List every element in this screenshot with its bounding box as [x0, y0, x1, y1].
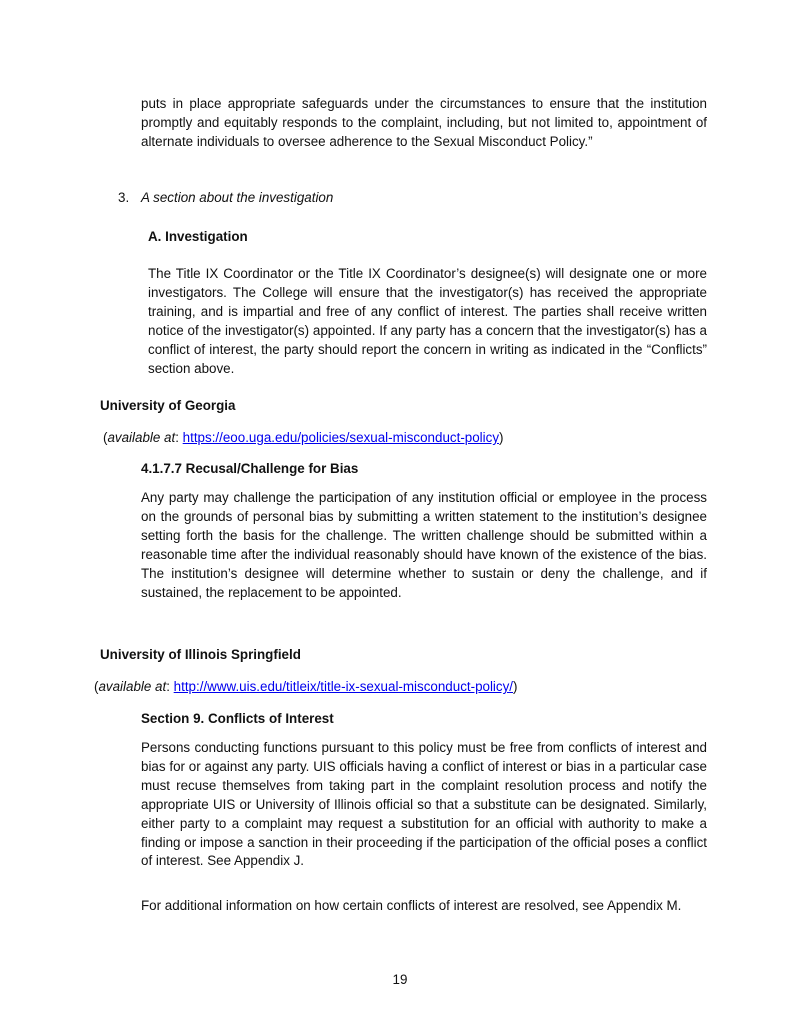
uga-heading: University of Georgia: [100, 398, 236, 413]
paren-open: (: [103, 430, 108, 445]
available-label: available at: [107, 430, 176, 445]
list-number: 3.: [118, 190, 130, 205]
list-item-text: A section about the investigation: [141, 190, 334, 205]
intro-paragraph: puts in place appropriate safeguards under the circumstances to ensure that the institution promptly and equitably responds to the complaint, including, but not limited to, appointment of alternate individuals to oversee adherence to the Sexual Misconduct Policy.”: [141, 96, 707, 149]
paren-open: (: [94, 679, 99, 694]
paren-close: ): [499, 430, 504, 445]
uis-policy-link[interactable]: http://www.uis.edu/titleix/title-ix-sexual-misconduct-policy/: [173, 679, 514, 694]
uga-section-body: Any party may challenge the participation of any institution official or employee in the process on the grounds of personal bias by submitting a written statement to the institution’s designee setting forth the basis for the challenge. The written challenge should be submitted within a reasonable time after the individual reasonably should have known of the existence of the bias. The institution’s designee will determine whether to sustain or deny the challenge, and if sustained, the replacement to be appointed.: [141, 490, 707, 600]
uis-heading: University of Illinois Springfield: [100, 647, 301, 662]
uis-additional-info: For additional information on how certain conflicts of interest are resolved, see Appendix M.: [141, 898, 682, 913]
uis-section-heading: Section 9. Conflicts of Interest: [141, 711, 334, 726]
paren-close: ): [513, 679, 518, 694]
uis-section-body: Persons conducting functions pursuant to this policy must be free from conflicts of interest and bias for or against any party. UIS officials having a conflict of interest or bias in a particular case must recuse themselves from taking part in the complaint resolution process and notify the appropriate UIS or University of Illinois official so that a substitute can be designated. Similarly, either party to a complaint may request a substitution for an official with authority to make a finding or impose a sanction in their proceeding if the participation of the official poses a conflict of interest. See Appendix J.: [141, 740, 707, 869]
investigation-body: The Title IX Coordinator or the Title IX Coordinator’s designee(s) will designate one or more investigators. The College will ensure that the investigator(s) has received the appropriate training, and is impartial and free of any conflict of interest. The parties shall receive written notice of the investigator(s) appointed. If any party has a concern that the investigator(s) has a conflict of interest, the party should report the concern in writing as indicated in the “Conflicts” section above.: [148, 266, 707, 376]
uga-available-at: [103, 430, 503, 445]
uga-section-heading: 4.1.7.7 Recusal/Challenge for Bias: [141, 461, 359, 476]
list-item-3: [118, 190, 333, 205]
colon: :: [175, 430, 183, 445]
uga-policy-link[interactable]: https://eoo.uga.edu/policies/sexual-misconduct-policy: [182, 430, 500, 445]
available-label: available at: [98, 679, 167, 694]
page-number: 19: [392, 972, 408, 987]
investigation-heading: A. Investigation: [148, 229, 248, 244]
uis-available-at: [94, 679, 518, 694]
colon: :: [166, 679, 174, 694]
